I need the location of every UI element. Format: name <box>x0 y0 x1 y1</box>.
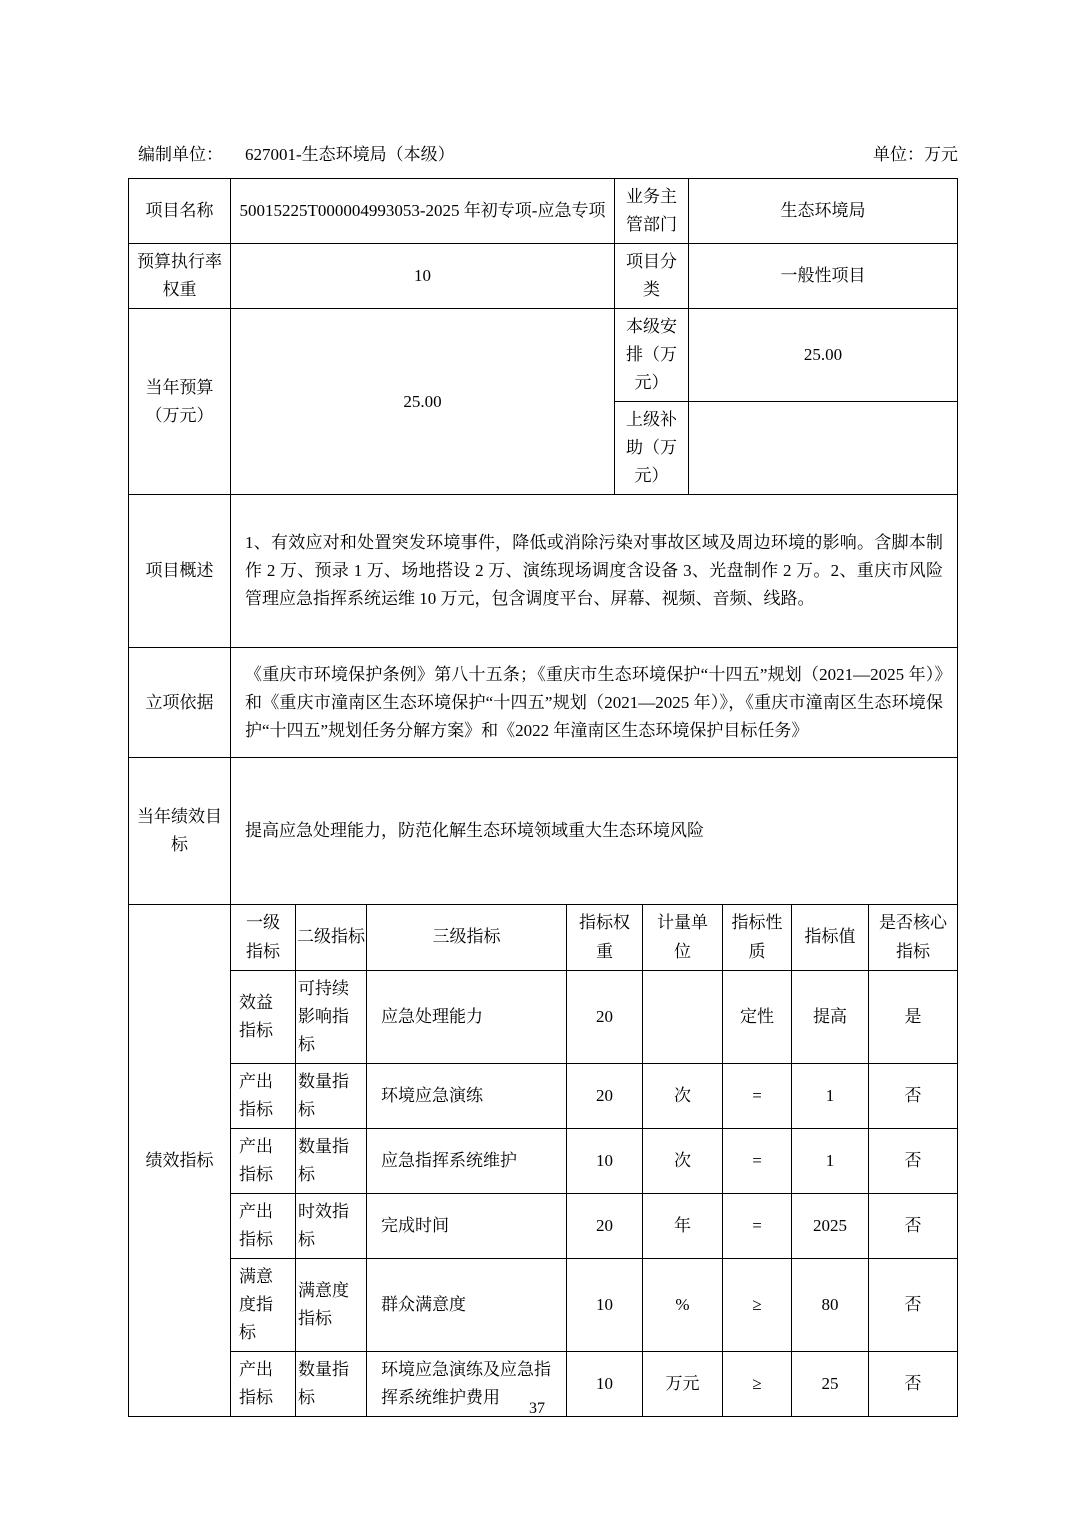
perf-row <box>129 1063 958 1128</box>
annual-goal-label: 当年绩效目标 <box>129 758 231 905</box>
table-row <box>129 244 958 309</box>
perf-row <box>129 1193 958 1258</box>
project-overview-value: 1、有效应对和处置突发环境事件，降低或消除污染对事故区域及周边环境的影响。含脚本制作 2 万、预录 1 万、场地搭设 2 万、演练现场调度含设备 3、光盘制作 2 万。2、重庆市风险管理应急指挥系统运维 10 万元，包含调度平台、屏幕、视频、音频、线路。 <box>231 495 958 648</box>
perf-cell: 20 <box>567 970 643 1063</box>
project-category-label: 项目分类 <box>615 244 689 309</box>
perf-cell: 群众满意度 <box>367 1258 567 1351</box>
table-row <box>129 495 958 648</box>
perf-cell: 25 <box>792 1352 869 1417</box>
project-info-table <box>128 178 958 905</box>
perf-cell: 产出指标 <box>231 1128 296 1193</box>
perf-header-cell: 指标值 <box>792 905 869 970</box>
perf-cell: 产出指标 <box>231 1193 296 1258</box>
perf-row <box>129 1258 958 1351</box>
perf-cell: = <box>723 1193 792 1258</box>
perf-cell: 万元 <box>643 1352 723 1417</box>
higher-subsidy-label: 上级补助（万元） <box>615 402 689 495</box>
perf-header-cell: 指标权重 <box>567 905 643 970</box>
prepared-by-value: 627001-生态环境局（本级） <box>245 145 455 164</box>
local-arrangement-label: 本级安排（万元） <box>615 309 689 402</box>
perf-cell: 应急指挥系统维护 <box>367 1128 567 1193</box>
table-row <box>129 309 958 402</box>
table-row <box>129 648 958 758</box>
dept-value: 生态环境局 <box>689 179 958 244</box>
perf-cell: 是 <box>869 970 958 1063</box>
perf-cell: 1 <box>792 1128 869 1193</box>
perf-cell: 20 <box>567 1193 643 1258</box>
budget-exec-weight-value: 10 <box>231 244 615 309</box>
dept-label: 业务主管部门 <box>615 179 689 244</box>
perf-cell: 否 <box>869 1128 958 1193</box>
perf-cell: 否 <box>869 1063 958 1128</box>
local-arrangement-value: 25.00 <box>689 309 958 402</box>
perf-cell: 数量指标 <box>296 1128 367 1193</box>
perf-cell: 否 <box>869 1258 958 1351</box>
perf-header-cell: 是否核心指标 <box>869 905 958 970</box>
performance-indicator-table <box>128 904 958 1417</box>
perf-cell: 完成时间 <box>367 1193 567 1258</box>
perf-cell: ≥ <box>723 1352 792 1417</box>
perf-cell: 满意度指标 <box>231 1258 296 1351</box>
perf-cell: = <box>723 1063 792 1128</box>
perf-header-cell: 指标性质 <box>723 905 792 970</box>
document-content <box>128 140 958 1417</box>
project-basis-value: 《重庆市环境保护条例》第八十五条；《重庆市生态环境保护“十四五”规划（2021—2025 年）》和《重庆市潼南区生态环境保护“十四五”规划（2021—2025 年）》，《重庆市潼南区生态环境保护“十四五”规划任务分解方案》和《2022 年潼南区生态环境保护目标任务》 <box>231 648 958 758</box>
project-basis-label: 立项依据 <box>129 648 231 758</box>
perf-cell: 次 <box>643 1128 723 1193</box>
perf-cell: 满意度指标 <box>296 1258 367 1351</box>
annual-budget-value: 25.00 <box>231 309 615 495</box>
perf-cell: = <box>723 1128 792 1193</box>
perf-cell: 效益指标 <box>231 970 296 1063</box>
perf-cell: 次 <box>643 1063 723 1128</box>
perf-cell: 否 <box>869 1352 958 1417</box>
perf-cell: % <box>643 1258 723 1351</box>
perf-cell: 1 <box>792 1063 869 1128</box>
perf-header-cell: 一级指标 <box>231 905 296 970</box>
perf-cell: 数量指标 <box>296 1352 367 1417</box>
project-name-label: 项目名称 <box>129 179 231 244</box>
perf-cell: 产出指标 <box>231 1352 296 1417</box>
annual-goal-value: 提高应急处理能力，防范化解生态环境领域重大生态环境风险 <box>231 758 958 905</box>
perf-cell: 2025 <box>792 1193 869 1258</box>
annual-budget-label: 当年预算（万元） <box>129 309 231 495</box>
perf-row <box>129 970 958 1063</box>
perf-header-cell: 计量单位 <box>643 905 723 970</box>
document-header-line <box>128 140 958 165</box>
higher-subsidy-value <box>689 402 958 495</box>
perf-cell: 定性 <box>723 970 792 1063</box>
prepared-by-label: 编制单位： <box>138 145 223 164</box>
perf-cell: 10 <box>567 1128 643 1193</box>
unit-label: 单位：万元 <box>873 145 958 164</box>
perf-cell: 时效指标 <box>296 1193 367 1258</box>
page-number: 37 <box>529 1400 545 1417</box>
perf-cell: 年 <box>643 1193 723 1258</box>
perf-cell <box>643 970 723 1063</box>
perf-cell: 否 <box>869 1193 958 1258</box>
table-row <box>129 179 958 244</box>
perf-cell: 10 <box>567 1352 643 1417</box>
table-row <box>129 758 958 905</box>
perf-header-cell: 三级指标 <box>367 905 567 970</box>
perf-cell: 环境应急演练及应急指挥系统维护费用 <box>367 1352 567 1417</box>
perf-section-label: 绩效指标 <box>129 905 231 1417</box>
budget-exec-weight-label: 预算执行率权重 <box>129 244 231 309</box>
perf-cell: 10 <box>567 1258 643 1351</box>
perf-cell: 20 <box>567 1063 643 1128</box>
perf-cell: 80 <box>792 1258 869 1351</box>
perf-cell: 可持续影响指标 <box>296 970 367 1063</box>
perf-cell: 产出指标 <box>231 1063 296 1128</box>
perf-cell: 应急处理能力 <box>367 970 567 1063</box>
perf-row <box>129 1128 958 1193</box>
perf-header-row <box>129 905 958 970</box>
perf-cell: 提高 <box>792 970 869 1063</box>
perf-cell: 环境应急演练 <box>367 1063 567 1128</box>
project-overview-label: 项目概述 <box>129 495 231 648</box>
perf-header-cell: 二级指标 <box>296 905 367 970</box>
perf-cell: 数量指标 <box>296 1063 367 1128</box>
project-category-value: 一般性项目 <box>689 244 958 309</box>
project-name-value: 50015225T000004993053-2025 年初专项-应急专项 <box>231 179 615 244</box>
perf-cell: ≥ <box>723 1258 792 1351</box>
